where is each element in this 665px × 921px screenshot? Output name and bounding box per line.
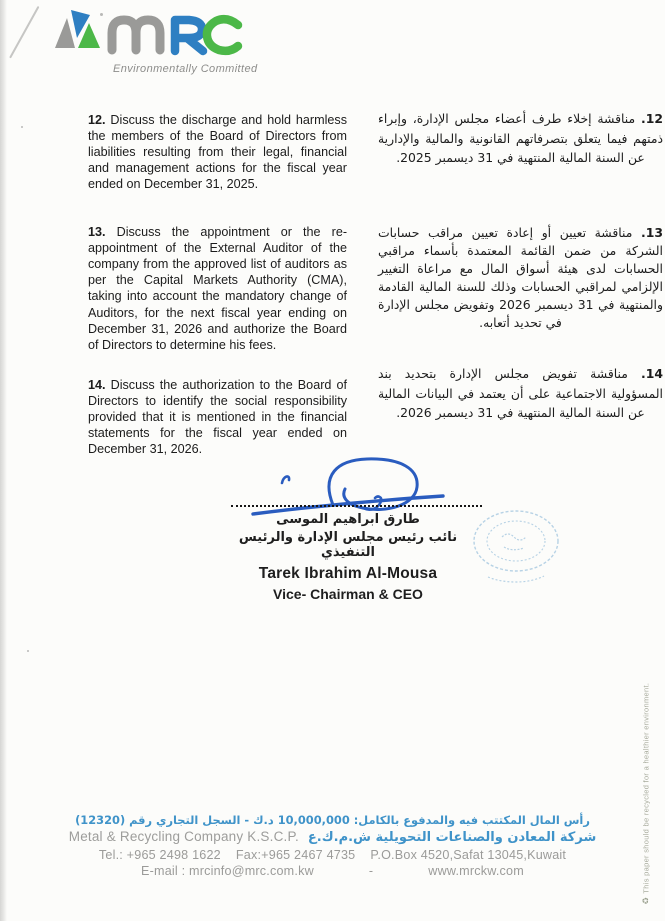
signatory-name-english: Tarek Ibrahim Al-Mousa [258, 565, 438, 582]
company-stamp [468, 501, 566, 589]
footer-company-line [32, 829, 633, 845]
agenda-item-13-en [88, 224, 347, 354]
footer-capital-registry: رأس المال المكتتب فيه والمدفوع بالكامل: 10,000,000 د.ك - السجل التجاري رقم (12320) [75, 813, 590, 827]
logo-letter-c [207, 19, 238, 51]
logo-tagline: Environmentally Committed [113, 63, 258, 75]
scan-speck [27, 650, 29, 652]
footer-tel: Tel.: +965 2498 1622 [98, 848, 221, 862]
footer-email: E-mail : mrcinfo@mrc.com.kw [141, 864, 314, 878]
item-number: 12. [88, 112, 106, 127]
scan-speck [21, 126, 23, 128]
mrc-logo [54, 8, 262, 66]
footer-separator: - [368, 864, 374, 878]
logo-letter-r [175, 20, 203, 51]
item-text: مناقشة تفويض مجلس الإدارة بتحديد بند المسؤولية الاجتماعية على أن يعتمد في البيانات المالية عن السنة المالية المنتهية في 31 ديسمبر 2026. [378, 366, 663, 421]
item-number: 14. [88, 377, 106, 392]
signature-dotted-line [231, 505, 482, 507]
recycle-icon: ♻ [640, 896, 651, 905]
signature-block [215, 512, 481, 602]
footer-company-name-ar: شركة المعادن والصناعات التحويلية ش.م.ك.ع [307, 830, 597, 845]
item-text: Discuss the appointment or the re-appointment of the External Auditor of the company from the approved list of auditors as per the Capital Markets Authority (CMA), taking into account the mandatory change of Auditors, for the next fiscal year ending on December 31, 2026 and authorize the Board of Directors to determine his fees. [88, 224, 348, 353]
item-number: 12. [641, 111, 663, 127]
recycle-note [640, 682, 652, 905]
item-text: Discuss the authorization to the Board of Directors to identify the social responsibility provided that it is mentioned in the financial statements for the fiscal year ended on December 31, 2026. [88, 377, 347, 457]
item-text: مناقشة تعيين أو إعادة تعيين مراقب حسابات الشركة من ضمن القائمة المعتمدة بأسماء مراقبي الحسابات لدى هيئة أسواق المال مع مراعاة التغيير الإلزامي لمراقبي الحسابات وذلك للسنة المالية القادمة والمنتهية في 31 ديسمبر 2026 وتفويض مجلس الإدارة في تحديد أتعابه. [378, 225, 663, 331]
signatory-title-arabic: نائب رئيس مجلس الإدارة والرئيس التنفيذي [238, 530, 458, 560]
footer-contact-line [32, 848, 633, 862]
signatory-name-arabic: طارق ابراهيم الموسى [276, 512, 420, 527]
scan-corner-artifact [9, 6, 39, 59]
mrc-logo-graphic [54, 8, 262, 66]
agenda-item-12-ar [378, 109, 663, 168]
agenda-item-12-en [88, 112, 347, 193]
signatory-title-english: Vice- Chairman & CEO [273, 586, 423, 602]
handwritten-signature [245, 453, 450, 517]
agenda-item-13-ar [378, 224, 663, 332]
letterhead-footer [32, 813, 633, 878]
logo-triangle-gray [55, 18, 75, 48]
item-number: 13. [88, 224, 106, 239]
footer-website: www.mrckw.com [428, 864, 524, 878]
agenda-item-14-en [88, 377, 347, 458]
item-text: مناقشة إخلاء طرف أعضاء مجلس الإدارة، وإبراء ذمتهم فيما يتعلق بتصرفاتهم القانونية والمالية والإدارية عن السنة المالية المنتهية في 31 ديسمبر 2025. [378, 111, 663, 166]
footer-pobox: P.O.Box 4520,Safat 13045,Kuwait [370, 848, 567, 862]
logo-letter-m [112, 20, 160, 50]
item-number: 14. [641, 366, 663, 382]
scan-edge-shadow [0, 0, 7, 921]
footer-fax: Fax:+965 2467 4735 [235, 848, 356, 862]
item-text: Discuss the discharge and hold harmless the members of the Board of Directors from liabilities resulting from their legal, financial and management actions for the fiscal year ended on December 31, 2025. [88, 112, 348, 192]
agenda-item-14-ar [378, 364, 663, 423]
footer-web-line [32, 864, 633, 878]
item-number: 13. [641, 225, 663, 241]
footer-company-name-en: Metal & Recycling Company K.S.C.P. [68, 829, 299, 844]
recycle-note-text: This paper should be recycled for a healthier environment. [641, 682, 651, 894]
